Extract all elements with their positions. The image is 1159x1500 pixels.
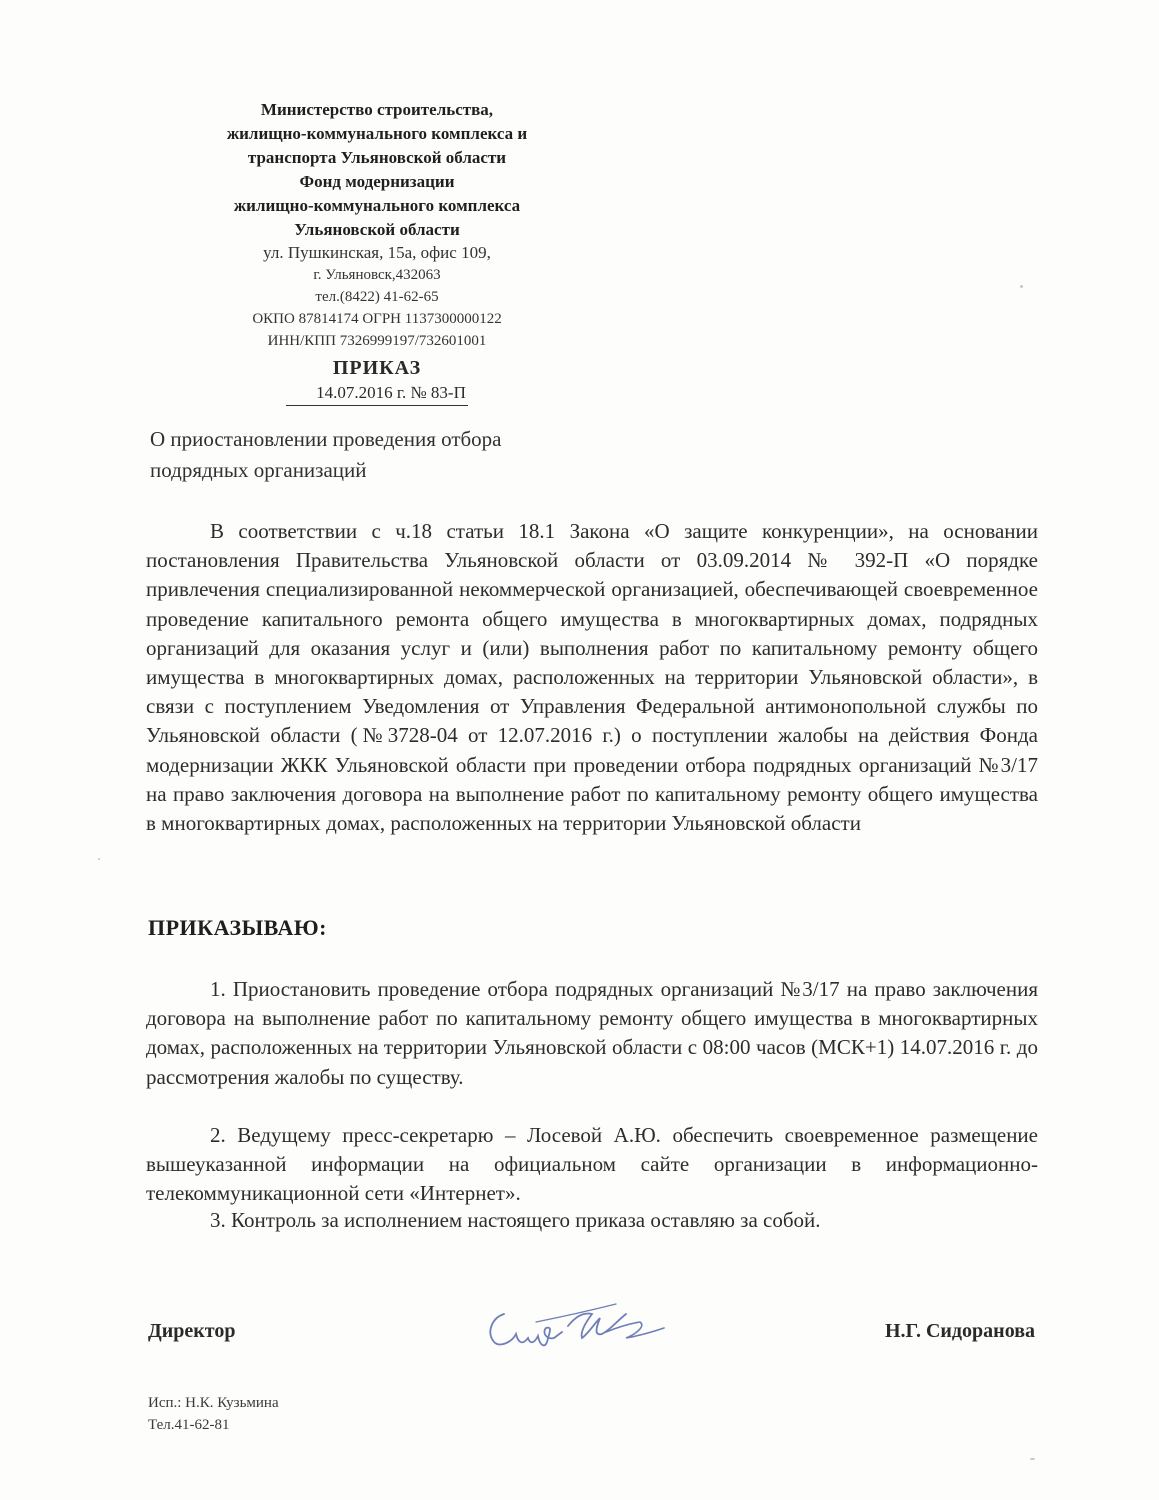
org-line-4: Фонд модернизации <box>299 172 455 191</box>
org-line-6: Ульяновской области <box>294 220 460 239</box>
executor-block <box>148 1392 279 1436</box>
handwritten-signature <box>476 1292 676 1362</box>
scan-speck <box>1020 285 1023 288</box>
org-line-2: жилищно-коммунального комплекса и <box>226 124 528 143</box>
okpo-ogrn: ОКПО 87814174 ОГРН 1137300000122 <box>252 311 502 327</box>
letterhead <box>172 98 582 406</box>
doc-number: 14.07.2016 г. № 83-П <box>286 382 468 406</box>
subject-line-2: подрядных организаций <box>150 458 367 482</box>
signatory-name: Н.Г. Сидоранова <box>884 1320 1035 1342</box>
scan-speck <box>98 858 100 860</box>
doc-type-title: ПРИКАЗ <box>332 357 422 379</box>
order-subject <box>150 424 610 486</box>
org-line-5: жилищно-коммунального комплекса <box>233 196 521 215</box>
order-heading: ПРИКАЗЫВАЮ: <box>148 915 327 940</box>
executor-name: Исп.: Н.К. Кузьмина <box>148 1395 279 1411</box>
address-street: ул. Пушкинская, 15а, офис 109, <box>263 243 491 262</box>
subject-line-1: О приостановлении проведения отбора <box>150 427 502 451</box>
order-item-2: 2. Ведущему пресс-секретарю – Лосевой А.Ю. обеспечить своевременное размещение вышеуказанной информации на официальном сайте организации в информационно-телекоммуникационной сети «Интернет». <box>146 1123 1038 1206</box>
address-city: г. Ульяновск,432063 <box>313 267 441 283</box>
org-line-3: транспорта Ульяновской области <box>247 148 507 167</box>
preamble-paragraph: В соответствии с ч.18 статьи 18.1 Закона «О защите конкуренции», на основании постановления Правительства Ульяновской области от 03.09.2014 № 392-П «О порядке привлечения специализированной некоммерческой организацией, обеспечивающей своевременное проведение капитального ремонта общего имущества в многоквартирных домах, подрядных организаций для оказания услуг и (или) выполнения работ по капитальному ремонту общего имущества в многоквартирных домах, расположенных на территории Ульяновской области», в связи с поступлением Уведомления от Управления Федеральной антимонопольной службы по Ульяновской области (№3728-04 от 12.07.2016 г.) о поступлении жалобы на действия Фонда модернизации ЖКК Ульяновской области при проведении отбора подрядных организаций №3/17 на право заключения договора на выполнение работ по капитальному ремонту общего имущества в многоквартирных домах, расположенных на территории Ульяновской области <box>146 519 1038 836</box>
scan-speck <box>1030 1458 1035 1460</box>
executor-phone: Тел.41-62-81 <box>148 1417 230 1433</box>
inn-kpp: ИНН/КПП 7326999197/732601001 <box>267 333 487 349</box>
signatory-title: Директор <box>148 1320 236 1342</box>
order-item-3: 3. Контроль за исполнением настоящего приказа оставляю за собой. <box>210 1208 821 1232</box>
order-item-1: 1. Приостановить проведение отбора подрядных организаций №3/17 на право заключения договора на выполнение работ по капитальному ремонту общего имущества в многоквартирных домах, расположенных на территории Ульяновской области с 08:00 часов (МСК+1) 14.07.2016 г. до рассмотрения жалобы по существу. <box>146 977 1038 1089</box>
org-line-1: Министерство строительства, <box>260 100 494 119</box>
org-phone: тел.(8422) 41-62-65 <box>315 289 439 305</box>
